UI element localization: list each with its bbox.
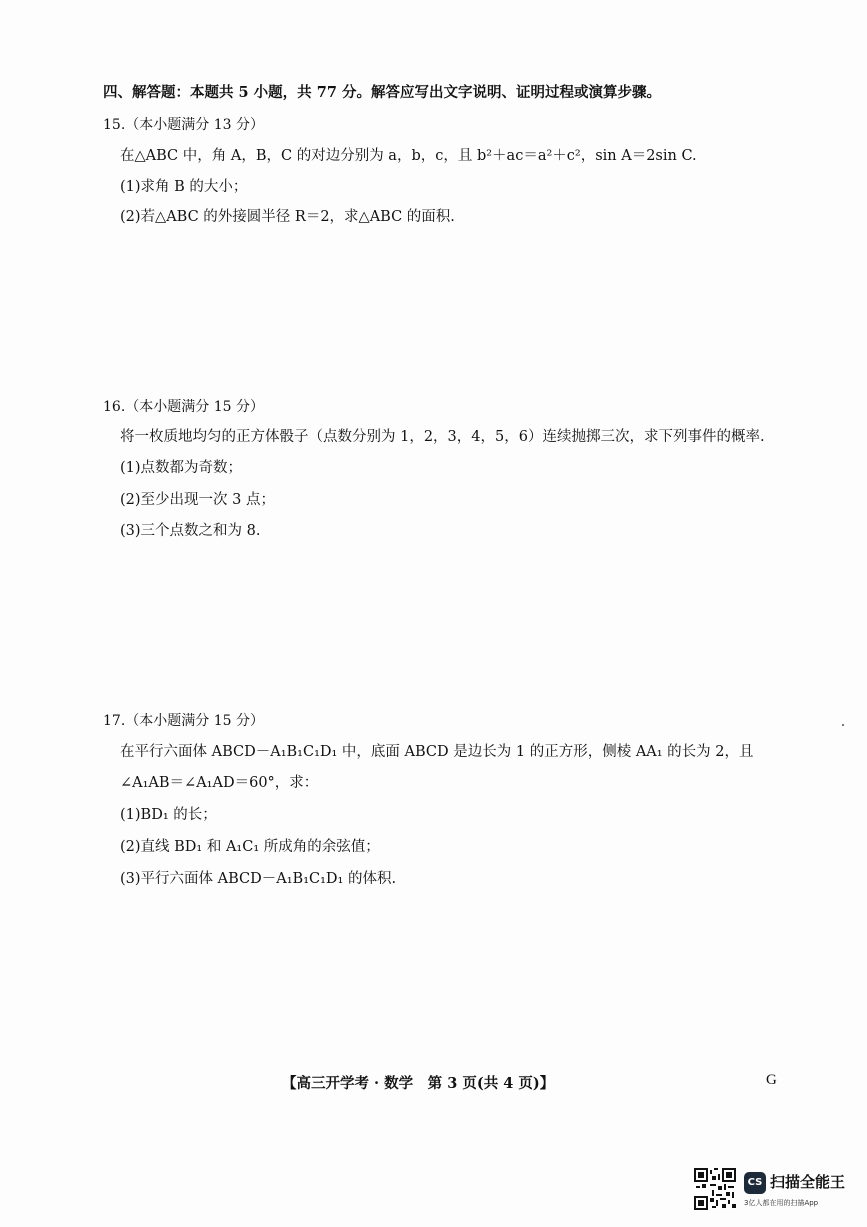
q17-part3: (3)平行六面体 ABCD－A₁B₁C₁D₁ 的体积. (120, 871, 397, 887)
q17-stem-line1: 在平行六面体 ABCD－A₁B₁C₁D₁ 中，底面 ABCD 是边长为 1 的正方形，侧棱 AA₁ 的长为 2，且 (120, 744, 754, 760)
q17-part1: (1)BD₁ 的长； (120, 807, 217, 823)
qr-code-icon (694, 1168, 736, 1210)
q16-part1: (1)点数都为奇数； (120, 460, 243, 476)
camscanner-logo-icon: CS (744, 1172, 766, 1194)
q16-part3: (3)三个点数之和为 8. (120, 523, 261, 539)
q15-stem: 在△ABC 中，角 A，B，C 的对边分别为 a，b，c，且 b²＋ac＝a²＋c²，sin A＝2sin C. (120, 148, 697, 164)
q17-stem-line2: ∠A₁AB＝∠A₁AD＝60°，求： (120, 775, 319, 791)
section-heading: 四、解答题：本题共 5 小题，共 77 分。解答应写出文字说明、证明过程或演算步骤。 (103, 84, 661, 101)
paper-version-letter: G (766, 1072, 777, 1088)
q16-stem: 将一枚质地均匀的正方体骰子（点数分别为 1，2，3，4，5，6）连续抛掷三次，求下列事件的概率. (120, 429, 765, 445)
q15-header: 15.（本小题满分 13 分） (103, 117, 264, 133)
page-footer: 【高三开学考 · 数学 第 3 页(共 4 页)】 (282, 1075, 555, 1092)
q16-header: 16.（本小题满分 15 分） (103, 399, 264, 415)
q15-part1: (1)求角 B 的大小； (120, 179, 248, 195)
q17-part2: (2)直线 BD₁ 和 A₁C₁ 所成角的余弦值； (120, 839, 380, 855)
scanner-brand-subtitle: 3亿人都在用的扫描App (744, 1199, 819, 1207)
q17-header: 17.（本小题满分 15 分） (103, 713, 264, 729)
scan-speck (842, 724, 844, 726)
q15-part2: (2)若△ABC 的外接圆半径 R＝2，求△ABC 的面积. (120, 209, 455, 225)
scanner-watermark (694, 1168, 854, 1214)
q16-part2: (2)至少出现一次 3 点； (120, 492, 275, 508)
scanner-brand-title: 扫描全能王 (770, 1173, 846, 1191)
